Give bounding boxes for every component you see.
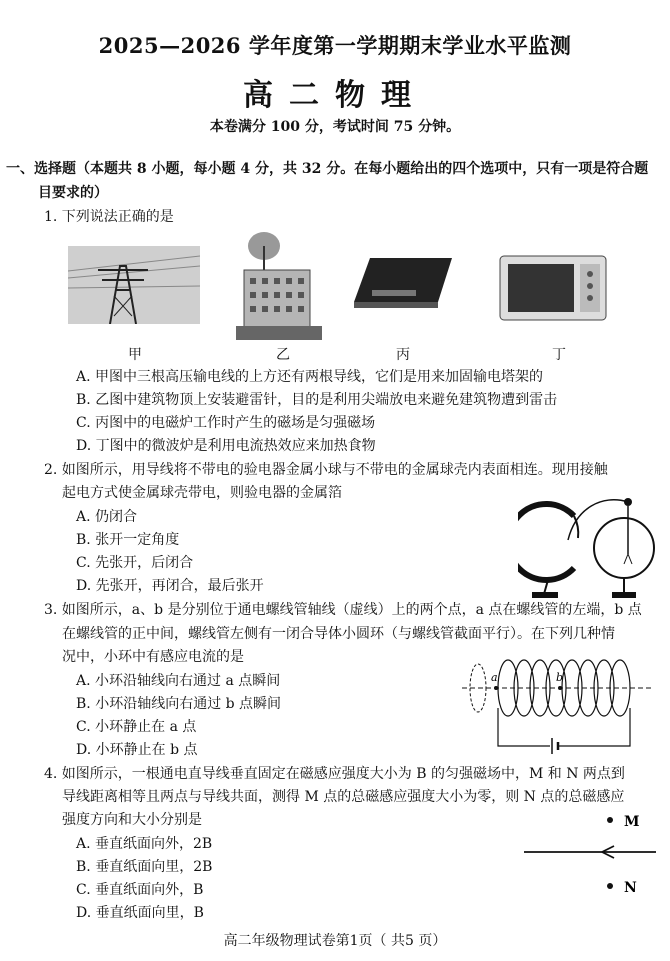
q2-option-b: B. 张开一定角度 (76, 532, 180, 548)
q2-stem-line1: 2. 如图所示，用导线将不带电的验电器金属小球与不带电的金属球壳内表面相连。现用接触 (44, 462, 608, 478)
q4-stem-line1: 4. 如图所示，一根通电直导线垂直固定在磁感应强度大小为 B 的匀强磁场中，M 和 N 两点到 (44, 766, 625, 782)
q3-label-a: a (491, 671, 498, 684)
q2-option-a: A. 仍闭合 (76, 509, 138, 525)
q3-figure-solenoid (460, 648, 656, 754)
q3-stem-line1: 3. 如图所示，a、b 是分别位于通电螺线管轴线（虚线）上的两个点，a 点在螺线管的左端，b 点 (44, 602, 642, 618)
q1-stem: 1. 下列说法正确的是 (44, 209, 174, 225)
q2-option-c: C. 先张开，后闭合 (76, 555, 194, 571)
lightning-rod-building-image (236, 228, 322, 340)
q4-stem-line2: 导线距离相等且两点与导线共面，测得 M 点的总磁感应强度大小为零，则 N 点的总磁感应 (62, 789, 625, 805)
q4-option-c: C. 垂直纸面向外，B (76, 882, 204, 898)
q3-option-c: C. 小环静止在 a 点 (76, 719, 197, 735)
q3-option-b: B. 小环沿轴线向右通过 b 点瞬间 (76, 696, 282, 712)
q1-option-b: B. 乙图中建筑物顶上安装避雷针，目的是利用尖端放电来避免建筑物遭到雷击 (76, 392, 558, 408)
q2-stem-line2: 起电方式使金属球壳带电，则验电器的金属箔 (62, 485, 342, 501)
induction-cooker-image (352, 254, 454, 310)
q3-stem-line3: 况中，小环中有感应电流的是 (62, 649, 244, 665)
q1-label-jia: 甲 (128, 347, 142, 363)
power-tower-icon (68, 246, 200, 324)
q4-option-a: A. 垂直纸面向外，2B (76, 836, 213, 852)
q4-label-n: N (624, 880, 637, 896)
induction-cooker-icon (352, 254, 454, 310)
q4-stem-line3: 强度方向和大小分别是 (62, 812, 202, 828)
q2-figure-electroscope (518, 488, 664, 600)
q3-label-b: b (556, 671, 564, 684)
q1-label-yi: 乙 (276, 347, 290, 363)
q4-option-b: B. 垂直纸面向里，2B (76, 859, 213, 875)
section-heading-line2: 目要求的） (38, 185, 108, 201)
exam-title: 2025—2026 学年度第一学期期末学业水平监测 (98, 33, 572, 58)
building-icon (236, 228, 322, 340)
q1-option-c: C. 丙图中的电磁炉工作时产生的磁场是匀强磁场 (76, 415, 376, 431)
exam-info: 本卷满分 100 分，考试时间 75 分钟。 (209, 119, 461, 135)
microwave-image (498, 254, 608, 322)
q1-label-ding: 丁 (552, 347, 566, 363)
q3-option-d: D. 小环静止在 b 点 (76, 742, 198, 758)
subject-title: 高二物理 (243, 78, 427, 113)
page-footer: 高二年级物理试卷第1页（ 共5 页） (223, 933, 447, 949)
power-tower-image (68, 246, 200, 324)
q1-option-d: D. 丁图中的微波炉是利用电流热效应来加热食物 (76, 438, 376, 454)
microwave-icon (498, 254, 608, 322)
q3-option-a: A. 小环沿轴线向右通过 a 点瞬间 (76, 673, 281, 689)
q4-label-m: M (624, 814, 640, 830)
q4-figure-wire (520, 806, 660, 900)
q4-option-d: D. 垂直纸面向里，B (76, 905, 204, 921)
q1-label-bing: 丙 (396, 347, 410, 363)
section-heading-line1: 一、选择题（本题共 8 小题，每小题 4 分，共 32 分。在每小题给出的四个选项中，只有一项是符合题 (6, 161, 649, 177)
q1-option-a: A. 甲图中三根高压输电线的上方还有两根导线，它们是用来加固输电塔架的 (76, 369, 544, 385)
q3-stem-line2: 在螺线管的正中间，螺线管左侧有一闭合导体小圆环（与螺线管截面平行）。在下列几种情 (62, 626, 615, 642)
q2-option-d: D. 先张开，再闭合，最后张开 (76, 578, 264, 594)
